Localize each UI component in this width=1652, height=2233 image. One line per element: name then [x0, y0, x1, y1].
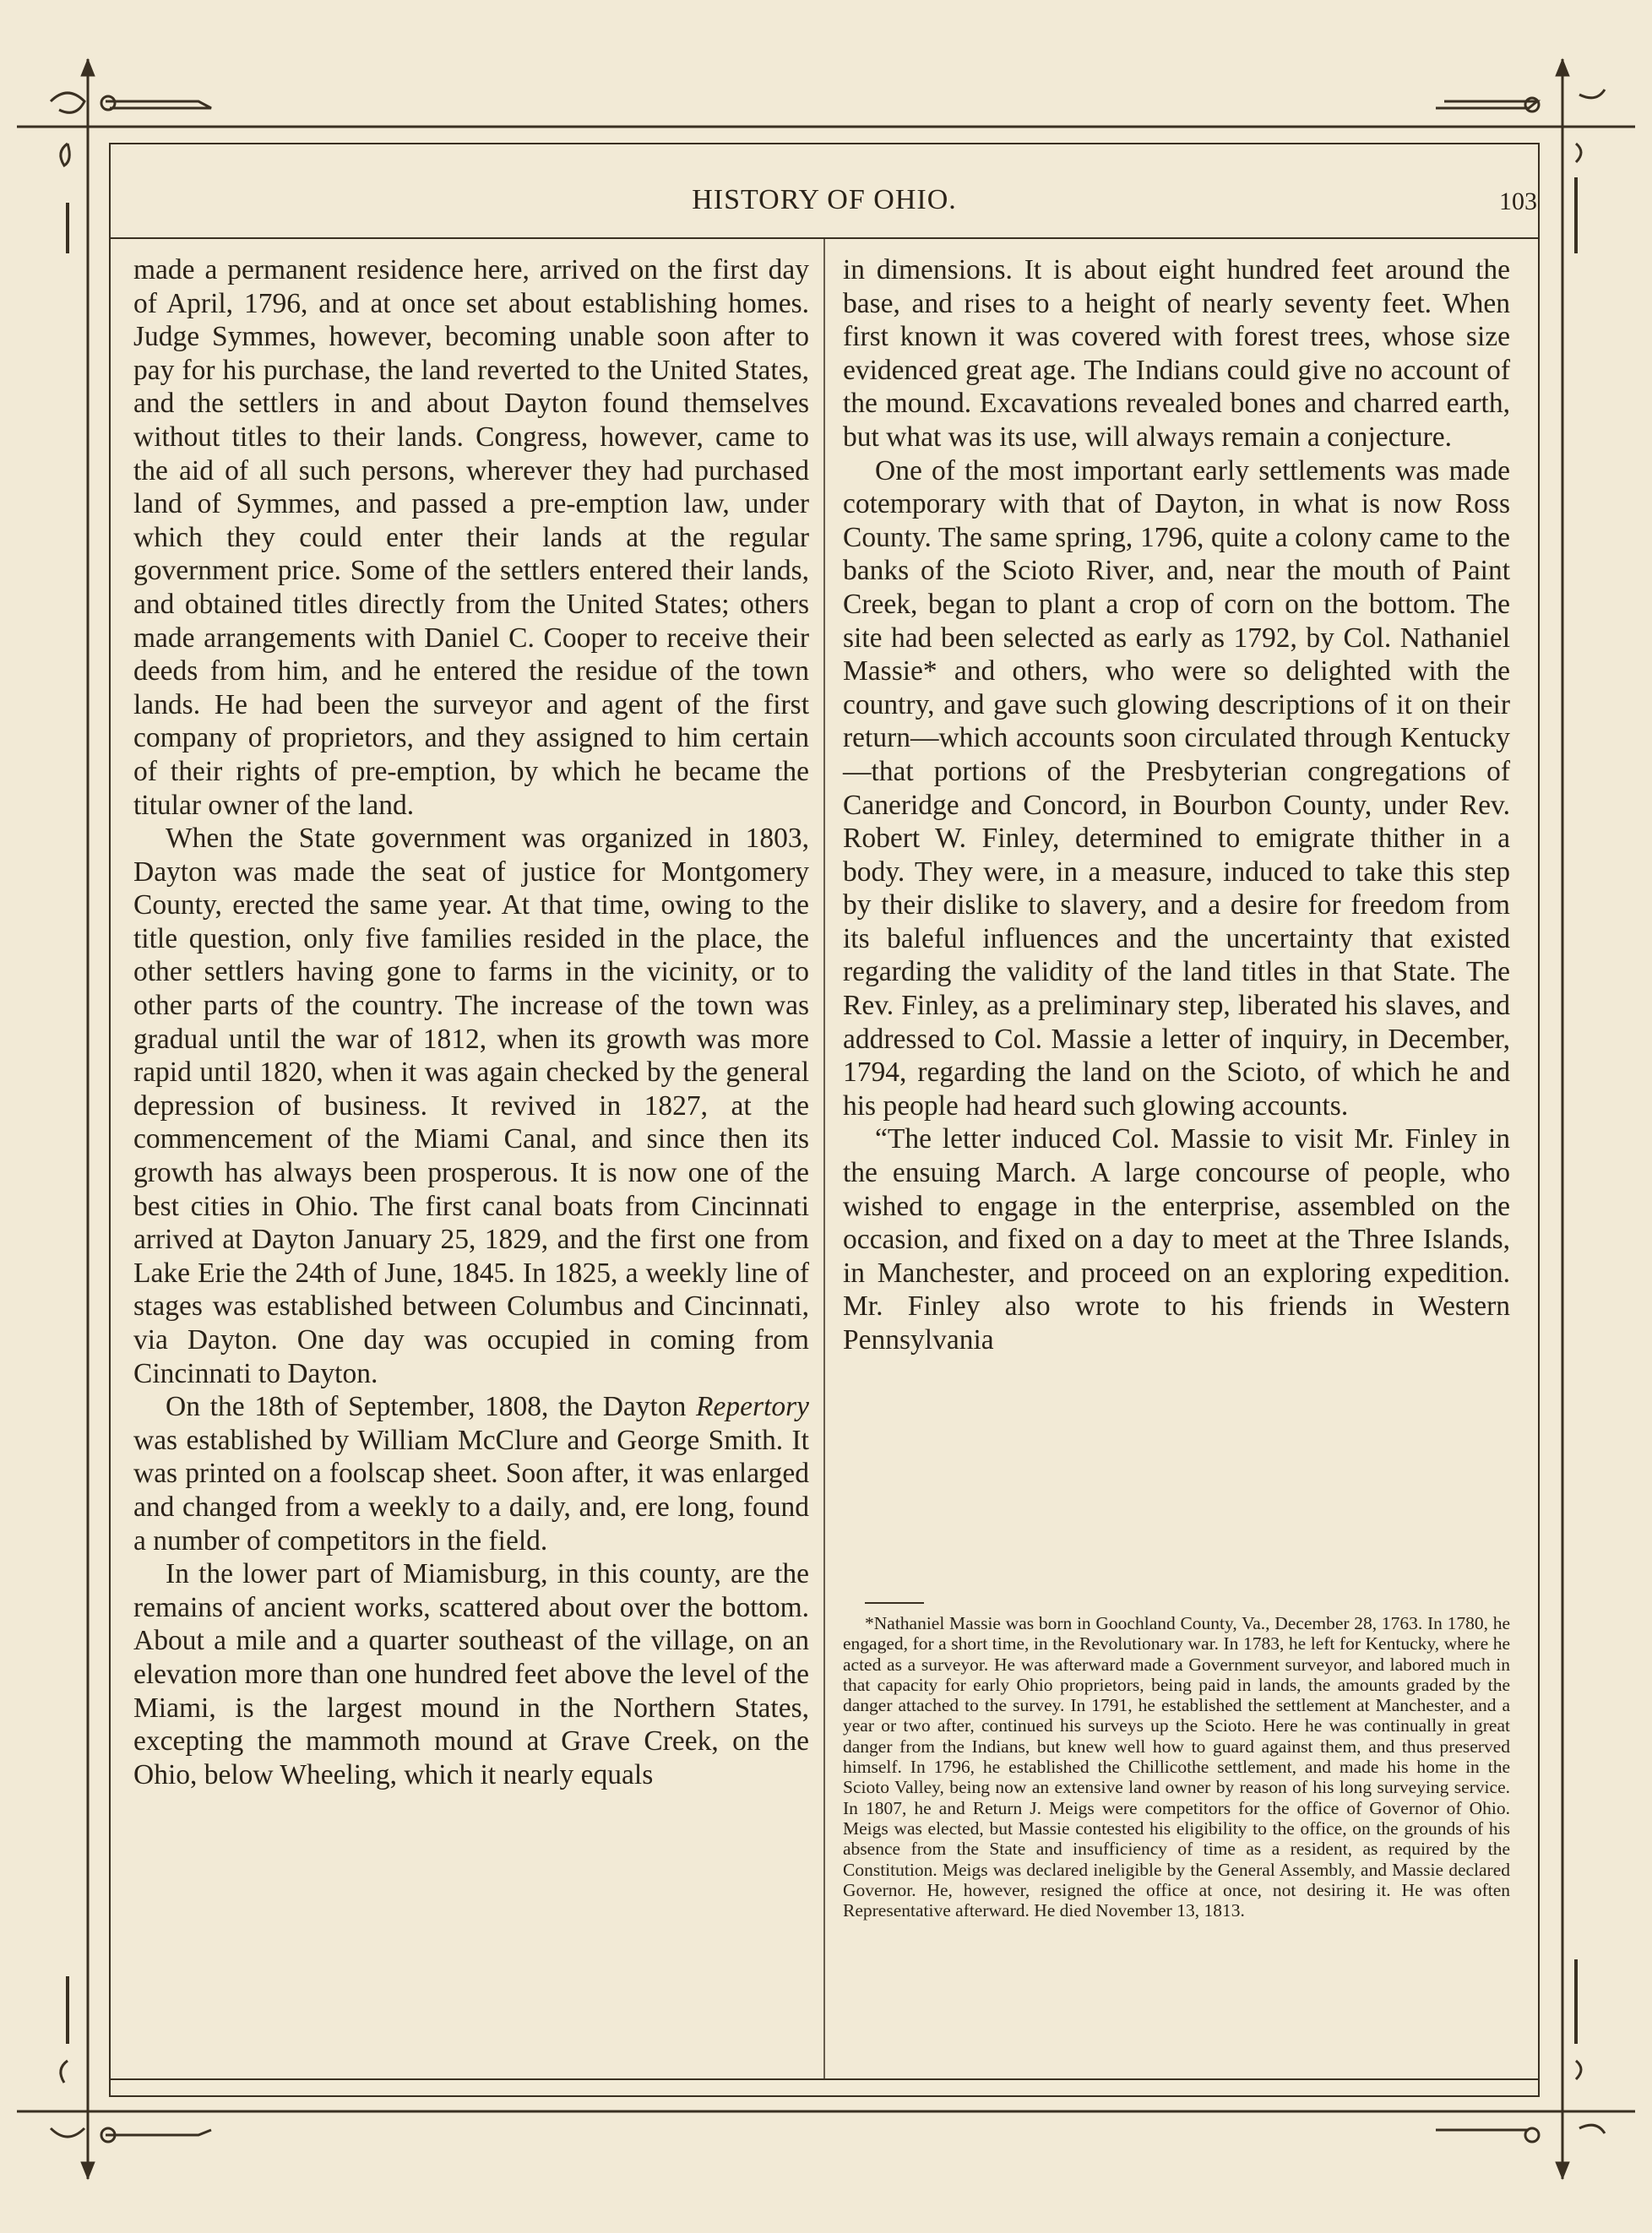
- page-number: 103: [1499, 187, 1537, 215]
- paragraph: One of the most important early settlements was made cotemporary with that of Dayton, in what is now Ross County. The same spring, 1796, quite a colony came to the banks of the Scioto River, and, near the mouth of Paint Creek, began to plant a crop of corn on the bottom. The site had been selected as early as 1792, by Col. Nathaniel Massie* and others, who were so delighted with the country, and gave such glowing descriptions of it on their return—which accounts soon circulated through Kentucky—that portions of the Presbyterian congregations of Caneridge and Concord, in Bourbon County, under Rev. Robert W. Finley, determined to emigrate thither in a body. They were, in a measure, induced to take this step by their dislike to slavery, and a desire for freedom from its baleful influences and the uncertainty that existed regarding the validity of the land titles in that State. The Rev. Finley, as a preliminary step, liberated his slaves, and addressed to Col. Massie a letter of inquiry, in December, 1794, regarding the land on the Scioto, of which he and his people had heard such glowing accounts.: [843, 454, 1510, 1122]
- left-column: [133, 253, 809, 1791]
- footnote: [843, 1613, 1510, 1921]
- footnote-rule: [865, 1602, 924, 1604]
- paragraph: [133, 1390, 809, 1557]
- paragraph: made a permanent residence here, arrived on the first day of April, 1796, and at once set about establishing homes. Judge Symmes, however, becoming unable soon after to pay for his purchase, the land reverted to the United States, and the settlers in and about Dayton found themselves without titles to their lands. Congress, however, came to the aid of all such persons, wherever they had purchased land of Symmes, and passed a pre-emption law, under which they could enter their lands at the regular government price. Some of the settlers entered their lands, and obtained titles directly from the United States; others made arrangements with Daniel C. Cooper to receive their deeds from him, and he entered the residue of the town lands. He had been the surveyor and agent of the first company of proprietors, and they assigned to him certain of their rights of pre-emption, by which he became the titular owner of the land.: [133, 254, 809, 821]
- paragraph-text: On the 18th of September, 1808, the Dayton: [166, 1391, 697, 1423]
- paragraph: In the lower part of Miamisburg, in this county, are the remains of ancient works, scattered about over the bottom. About a mile and a quarter southeast of the village, on an elevation more than one hundred feet above the level of the Miami, is the largest mound in the Northern States, excepting the mammoth mound at Grave Creek, on the Ohio, below Wheeling, which it nearly equals: [133, 1558, 809, 1790]
- paragraph: in dimensions. It is about eight hundred feet around the base, and rises to a height of nearly seventy feet. When first known it was covered with forest trees, whose size evidenced great age. The Indians could give no account of the mound. Excavations revealed bones and charred earth, but what was its use, will always remain a conjecture.: [843, 254, 1510, 453]
- newspaper-title: Repertory: [696, 1391, 809, 1423]
- page-header: [111, 184, 1537, 228]
- running-title: HISTORY OF OHIO.: [692, 184, 957, 215]
- footnote-text: *Nathaniel Massie was born in Goochland County, Va., December 28, 1763. In 1780, he engaged, for a short time, in the Revolutionary war. In 1783, he left for Kentucky, where he acted as a surveyor. He was afterward made a Government surveyor, and labored much in that capacity for early Ohio proprietors, being paid in lands, the amounts graded by the danger attached to the survey. In 1791, he established the settlement at Manchester, and a year or two after, continued his surveys up the Scioto. Here he was continually in great danger from the Indians, but knew well how to guard against them, and thus preserved himself. In 1796, he established the Chillicothe settlement, and made his home in the Scioto Valley, being now an extensive land owner by reason of his long surveying service. In 1807, he and Return J. Meigs were competitors for the office of Governor of Ohio. Meigs was elected, but Massie contested his eligibility to the office, on the grounds of his absence from the State and insufficiency of time as a resident, as required by the Constitution. Meigs was declared ineligible by the General Assembly, and Massie declared Governor. He, however, resigned the office at once, not desiring it. He was often Representative afterward. He died November 13, 1813.: [843, 1613, 1510, 1921]
- right-column: [843, 253, 1510, 1357]
- paragraph: When the State government was organized in 1803, Dayton was made the seat of justice for Montgomery County, erected the same year. At that time, owing to the title question, only five families resided in the place, the other settlers having gone to farms in the vicinity, or to other parts of the country. The increase of the town was gradual until the war of 1812, when its growth was more rapid until 1820, when it was again checked by the general depression of business. It revived in 1827, at the commencement of the Miami Canal, and since then its growth has always been prosperous. It is now one of the best cities in Ohio. The first canal boats from Cincinnati arrived at Dayton January 25, 1829, and the first one from Lake Erie the 24th of June, 1845. In 1825, a weekly line of stages was established between Columbus and Cincinnati, via Dayton. One day was occupied in coming from Cincinnati to Dayton.: [133, 823, 809, 1389]
- paragraph-text: was established by William McClure and George Smith. It was printed on a foolscap sheet. Soon after, it was enlarged and changed from a weekly to a daily, and, ere long, found a number of competitors in the field.: [133, 1424, 809, 1557]
- paragraph: “The letter induced Col. Massie to visit Mr. Finley in the ensuing March. A large concourse of people, who wished to engage in the enterprise, assembled on the occasion, and fixed on a day to meet at the Three Islands, in Manchester, and proceed on an exploring expedition. Mr. Finley also wrote to his friends in Western Pennsylvania: [843, 1123, 1510, 1356]
